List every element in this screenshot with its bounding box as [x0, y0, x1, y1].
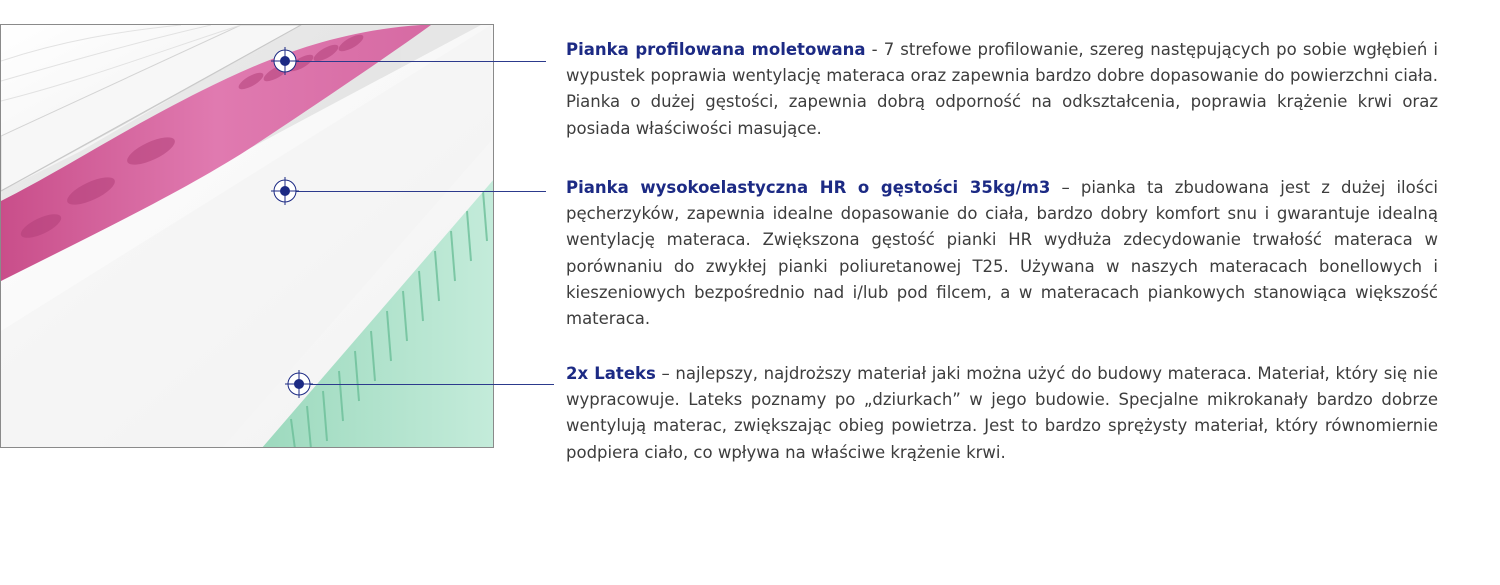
separator: –	[1050, 178, 1081, 197]
connector-line-latex	[299, 384, 554, 385]
connector-line-hr-foam	[285, 191, 546, 192]
body-text-hr-foam: pianka ta zbudowana jest z dużej ilości pęcherzyków, zapewnia idealne dopasowanie do ciała, bardzo dobry komfort snu i gwarantuje idealną wentylację materaca. Zwiększona gęstość pianki HR wydłuża zdecydowanie trwałość materaca w porównaniu do zwykłej pianki poliuretanowej T25. Używana w naszych materacach bonellowych i kieszeniowych bezpośrednio nad i/lub pod filcem, a w materacach piankowych stanowiąca większość materaca.	[566, 178, 1438, 329]
description-profiled-foam	[566, 37, 1438, 142]
heading-profiled-foam: Pianka profilowana moletowana	[566, 40, 866, 59]
heading-latex: 2x Lateks	[566, 364, 656, 383]
crosshair-marker-icon	[285, 370, 313, 398]
separator: –	[655, 364, 676, 383]
description-hr-foam	[566, 175, 1438, 332]
connector-line-profiled-foam	[285, 61, 546, 62]
crosshair-marker-icon	[271, 47, 299, 75]
body-text-profiled-foam: 7 strefowe profilowanie, szereg następujących po sobie wgłębień i wypustek poprawia wentylację materaca oraz zapewnia bardzo dobre dopasowanie do powierzchni ciała. Pianka o dużej gęstości, zapewnia dobrą odporność na odkształcenia, poprawia krążenie krwi oraz posiada właściwości masujące.	[566, 40, 1438, 138]
description-latex	[566, 361, 1438, 466]
heading-hr-foam: Pianka wysokoelastyczna HR o gęstości 35kg/m3	[566, 178, 1051, 197]
separator: -	[865, 40, 884, 59]
body-text-latex: najlepszy, najdroższy materiał jaki można użyć do budowy materaca. Materiał, który się nie wypracowuje. Lateks poznamy po „dziurkach” w jego budowie. Specjalne mikrokanały bardzo dobrze wentylują materac, zwiększając obieg powietrza. Jest to bardzo sprężysty materiał, który równomiernie podpiera ciało, co wpływa na właściwe krążenie krwi.	[566, 364, 1438, 462]
crosshair-marker-icon	[271, 177, 299, 205]
